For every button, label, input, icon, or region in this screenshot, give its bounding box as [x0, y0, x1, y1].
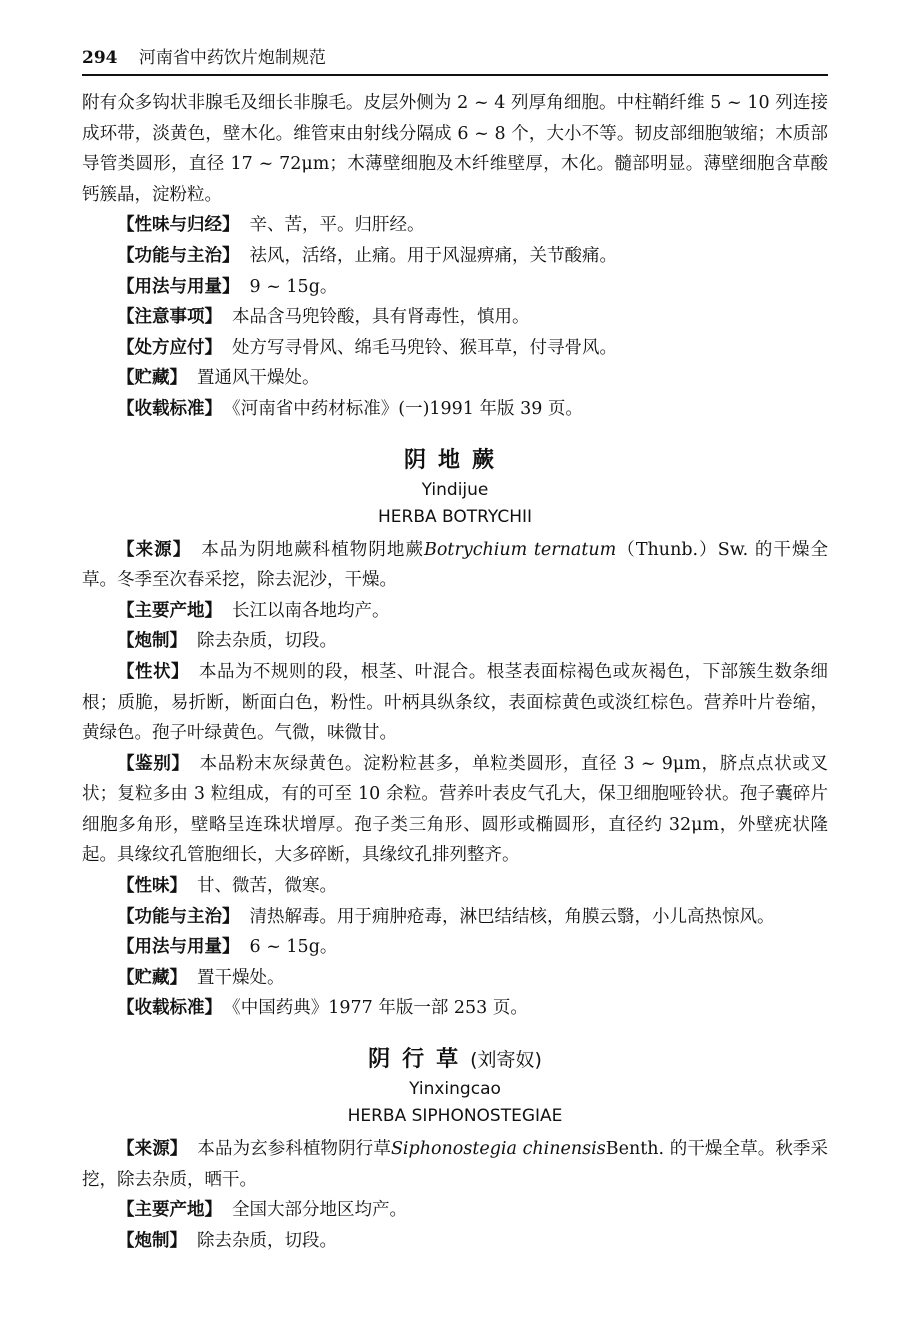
section-text: 处方写寻骨风、绵毛马兜铃、猴耳草，付寻骨风。 [232, 337, 617, 358]
section-paragraph [82, 871, 828, 902]
entry-alias: (刘寄奴) [470, 1049, 542, 1072]
section-label: 【注意事项】 [117, 307, 222, 328]
section-paragraph [82, 333, 828, 364]
section-text: 甘、微苦，微寒。 [197, 876, 337, 897]
section-text: 9 ~ 15g。 [249, 276, 338, 297]
section-paragraph [82, 210, 828, 241]
section-text: 除去杂质，切段。 [197, 1230, 337, 1251]
source-text: 本品为阴地蕨科植物阴地蕨 [201, 539, 425, 560]
section-text: 本品粉末灰绿黄色。淀粉粒甚多，单粒类圆形，直径 3 ~ 9μm，脐点点状或叉状；复粒多由 3 粒组成，有的可至 10 余粒。营养叶表皮气孔大，保卫细胞哑铃状。孢子囊碎片细胞多角形，壁略呈连珠状增厚。孢子类三角形、圆形或椭圆形，直径约 32μm，外壁疣状隆起。具缘纹孔管胞细长，大多碎断，具缘纹孔排列整齐。 [82, 753, 828, 866]
page-number: 294 [82, 48, 118, 68]
source-text: 本品为玄参科植物阴行草 [197, 1139, 391, 1160]
section-paragraph [82, 1195, 828, 1226]
section-paragraph [82, 902, 828, 933]
section-paragraph [82, 1226, 828, 1257]
section-text: 《河南省中药材标准》(一)1991 年版 39 页。 [232, 398, 583, 419]
section-paragraph [82, 363, 828, 394]
species-name: Botrychium ternatum [424, 539, 617, 560]
entry-title-text: 阴行草 [368, 1047, 471, 1073]
section-text: 置通风干燥处。 [197, 368, 320, 389]
section-label: 【来源】 [117, 1139, 188, 1160]
book-title: 河南省中药饮片炮制规范 [138, 48, 326, 68]
source-text-rest: （Thunb.）Sw. 的干燥全草。冬季至次春采挖，除去泥沙，干燥。 [82, 539, 829, 591]
source-paragraph [82, 1134, 828, 1195]
section-paragraph [82, 749, 828, 871]
entry-latin-name: HERBA SIPHONOSTEGIAE [347, 1106, 563, 1127]
running-header [82, 44, 828, 76]
section-text: 清热解毒。用于痈肿疮毒，淋巴结结核，角膜云翳，小儿高热惊风。 [249, 906, 775, 927]
entry2-sections [82, 1195, 828, 1256]
section-label: 【用法与用量】 [117, 276, 240, 297]
section-paragraph [82, 272, 828, 303]
section-paragraph [82, 626, 828, 657]
section-text: 《中国药典》1977 年版一部 253 页。 [232, 998, 528, 1019]
section-label: 【炮制】 [117, 1230, 187, 1251]
entry-heading [82, 1044, 828, 1130]
entry-heading [82, 445, 828, 531]
section-paragraph [82, 657, 828, 749]
page-body [82, 88, 828, 1256]
entry-latin-name: HERBA BOTRYCHII [377, 506, 533, 527]
section-label: 【性味】 [117, 876, 187, 897]
section-text: 置干燥处。 [197, 967, 285, 988]
continuation-paragraph: 附有众多钩状非腺毛及细长非腺毛。皮层外侧为 2 ~ 4 列厚角细胞。中柱鞘纤维 5 ~ 10 列连接成环带，淡黄色，壁木化。维管束由射线分隔成 6 ~ 8 个，大小不等。韧皮部细胞皱缩；木质部导管类圆形，直径 17 ~ 72μm；木薄壁细胞及木纤维壁厚，木化。髓部明显。薄壁细胞含草酸钙簇晶，淀粉粒。 [82, 93, 828, 205]
section-paragraph [82, 241, 828, 272]
section-paragraph [82, 993, 828, 1024]
section-paragraph [82, 963, 828, 994]
entry-title [82, 445, 828, 477]
section-label: 【收载标准】 [117, 398, 222, 419]
section-text: 除去杂质，切段。 [197, 631, 337, 652]
entry-pinyin: Yinxingcao [409, 1079, 501, 1100]
section-text: 本品为不规则的段，根茎、叶混合。根茎表面棕褐色或灰褐色，下部簇生数条细根；质脆，易折断，断面白色，粉性。叶柄具纵条纹，表面棕黄色或淡红棕色。营养叶片卷缩，黄绿色。孢子叶绿黄色。气微，味微甘。 [82, 661, 829, 744]
section-label: 【功能与主治】 [117, 245, 240, 266]
section-label: 【来源】 [117, 539, 192, 560]
entry-pinyin: Yindijue [421, 479, 489, 500]
section-label: 【贮藏】 [117, 368, 187, 389]
section-label: 【处方应付】 [117, 337, 222, 358]
section-label: 【鉴别】 [117, 753, 190, 774]
section-paragraph [82, 596, 828, 627]
section-label: 【炮制】 [117, 631, 187, 652]
source-paragraph [82, 535, 828, 596]
section-text: 祛风，活络，止痛。用于风湿痹痛，关节酸痛。 [249, 245, 617, 266]
section-label: 【性味与归经】 [117, 215, 240, 236]
section-text: 本品含马兜铃酸，具有肾毒性，慎用。 [232, 307, 530, 328]
section-paragraph [82, 932, 828, 963]
species-name: Siphonostegia chinensis [390, 1139, 606, 1160]
section-label: 【功能与主治】 [117, 906, 240, 927]
section-text: 辛、苦，平。归肝经。 [249, 215, 425, 236]
entry-title [82, 1044, 828, 1076]
entry-title-text: 阴地蕨 [403, 447, 506, 473]
section-label: 【贮藏】 [117, 967, 187, 988]
section-text: 6 ~ 15g。 [249, 937, 338, 958]
section-label: 【用法与用量】 [117, 937, 240, 958]
section-paragraph [82, 302, 828, 333]
section-label: 【主要产地】 [117, 600, 222, 621]
section-label: 【主要产地】 [117, 1200, 222, 1221]
prev-entry-sections [82, 210, 828, 424]
section-paragraph [82, 394, 828, 425]
section-text: 全国大部分地区均产。 [232, 1200, 407, 1221]
section-label: 【性状】 [117, 661, 189, 682]
source-text-rest: Benth. 的干燥全草。秋季采挖，除去杂质，晒干。 [82, 1139, 829, 1190]
entry1-sections [82, 596, 828, 1024]
section-label: 【收载标准】 [117, 998, 222, 1019]
section-text: 长江以南各地均产。 [232, 600, 390, 621]
